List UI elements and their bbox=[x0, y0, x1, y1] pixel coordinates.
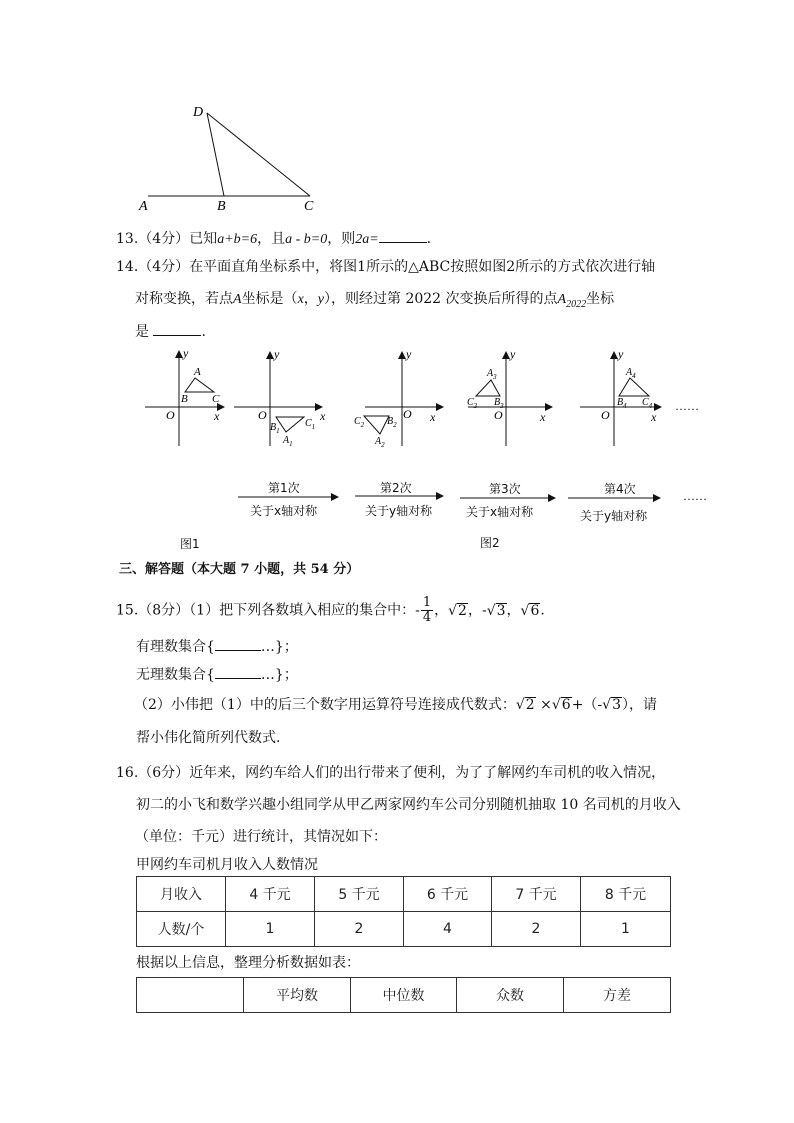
q13-expr3: 2a= bbox=[355, 232, 379, 247]
fraction-one-quarter bbox=[421, 596, 433, 625]
question-14-line2 bbox=[135, 290, 614, 314]
q14-comma: ， bbox=[303, 291, 318, 307]
fig22-c: $C_2$ bbox=[354, 416, 365, 429]
analysis-table bbox=[136, 977, 671, 1013]
fig24-y-label: y bbox=[618, 347, 624, 361]
fig1-a: A bbox=[194, 366, 201, 378]
q13-number: 13. bbox=[116, 231, 139, 247]
expr-sqrt-2: √2 bbox=[515, 697, 535, 713]
q14-score: （4分） bbox=[138, 259, 190, 275]
caption-fig1: 图1 bbox=[180, 537, 200, 551]
table1-title: 甲网约车司机月收入人数情况 bbox=[136, 857, 318, 873]
irrational-set-label: 无理数集合{ bbox=[136, 667, 215, 683]
q16-number: 16. bbox=[116, 765, 139, 781]
label-b: B bbox=[217, 199, 226, 214]
step4-bottom: 关于y轴对称 bbox=[580, 509, 648, 523]
reflection-figure bbox=[0, 340, 794, 560]
header-cell: 7 千元 bbox=[492, 877, 581, 912]
fig2-step3 bbox=[467, 347, 552, 446]
q15-number: 15. bbox=[116, 602, 139, 619]
fig2-step2 bbox=[354, 347, 443, 449]
fig21-c: $C_1$ bbox=[305, 418, 316, 431]
fig1-origin: O bbox=[166, 408, 175, 422]
q13-end: . bbox=[426, 231, 432, 247]
fig-ellipsis-top: …… bbox=[675, 399, 699, 413]
fig1-b: B bbox=[181, 393, 188, 405]
fig23-y-label: y bbox=[510, 347, 516, 361]
fig22-a: $A_2$ bbox=[375, 436, 385, 449]
neg-sign: - bbox=[481, 602, 487, 619]
fig21-a: $A_1$ bbox=[283, 435, 293, 448]
q16-line1-text: 近年来，网约车给人们的出行带来了便利，为了了解网约车司机的收入情况， bbox=[189, 765, 666, 781]
step3-top: 第3次 bbox=[489, 482, 521, 496]
fig23-x-label: x bbox=[540, 410, 546, 424]
expr-sqrt-6: √6 bbox=[551, 697, 571, 713]
q13-score: （4分） bbox=[138, 231, 190, 247]
fig23-c: $C_3$ bbox=[467, 397, 478, 410]
q14-line3-text: 是 bbox=[135, 324, 149, 340]
header-cell: 平均数 bbox=[244, 978, 351, 1013]
fig24-x-label: x bbox=[651, 410, 657, 424]
header-cell: 众数 bbox=[457, 978, 564, 1013]
row-cell: 1 bbox=[581, 912, 671, 947]
label-c: C bbox=[304, 199, 314, 214]
q13-expr1: a+b=6 bbox=[217, 232, 258, 247]
row-cell: 4 bbox=[404, 912, 492, 947]
fig1-x-label: x bbox=[214, 409, 220, 423]
q14-x: x bbox=[297, 292, 304, 307]
sqrt6-radicand: 6 bbox=[530, 602, 540, 619]
fig2-step1 bbox=[234, 347, 326, 448]
step2-bottom: 关于y轴对称 bbox=[365, 504, 433, 518]
step1-bottom: 关于x轴对称 bbox=[250, 504, 318, 518]
expr-radicand-b: 6 bbox=[561, 697, 571, 713]
close-paren: ） bbox=[622, 697, 630, 713]
question-16-line2: 初二的小飞和数学兴趣小组同学从甲乙两家网约车公司分别随机抽取 10 名司机的月收入 bbox=[136, 797, 681, 813]
irrational-set bbox=[136, 665, 298, 684]
section3-heading: 三、解答题（本大题 7 小题，共 54 分） bbox=[119, 562, 360, 577]
income-table bbox=[136, 876, 671, 947]
fig24-a: $A_4$ bbox=[626, 367, 636, 380]
q13-answer-blank[interactable] bbox=[379, 229, 427, 243]
caption-fig2: 图2 bbox=[480, 536, 500, 550]
q14-subscript: 2022 bbox=[566, 298, 587, 310]
sqrt-3: √3 bbox=[486, 602, 506, 619]
q15-score: （8分） bbox=[138, 602, 190, 619]
fig1-c: C bbox=[212, 393, 220, 405]
header-cell: 8 千元 bbox=[581, 877, 671, 912]
q14-line2-a: 对称变换，若点 bbox=[135, 291, 233, 307]
irrational-set-blank[interactable] bbox=[215, 665, 261, 679]
rational-set-blank[interactable] bbox=[215, 637, 261, 651]
question-15-line1: 15.（8分）（1）把下列各数填入相应的集合中：- $\frac{1}{4}$ ，√2，-√3，√6. bbox=[116, 595, 545, 625]
header-cell: 中位数 bbox=[351, 978, 457, 1013]
fig23-origin: O bbox=[494, 408, 503, 422]
header-cell: 6 千元 bbox=[404, 877, 492, 912]
question-15-part2 bbox=[134, 696, 657, 714]
fig23-b: $B_3$ bbox=[494, 397, 504, 410]
header-cell: 方差 bbox=[564, 978, 671, 1013]
question-15-part2-line2: 帮小伟化简所列代数式. bbox=[136, 730, 281, 746]
sqrt-6: √6 bbox=[520, 602, 540, 619]
question-16-line3: （单位：千元）进行统计，其情况如下： bbox=[135, 829, 387, 845]
q16-score: （6分） bbox=[138, 765, 190, 781]
q15-frac-sign: - bbox=[415, 602, 420, 619]
q15-part2-text: （2）小伟把（1）中的后三个数字用运算符号连接成代数式： bbox=[134, 697, 516, 713]
triangle-dbc-figure bbox=[130, 95, 330, 215]
header-cell: 5 千元 bbox=[315, 877, 404, 912]
fig22-y-label: y bbox=[406, 347, 412, 361]
header-cell bbox=[137, 978, 244, 1013]
question-13 bbox=[116, 229, 431, 249]
q14-end: . bbox=[201, 324, 206, 340]
times-sign: × bbox=[540, 697, 552, 713]
q14-point-a: A bbox=[233, 292, 242, 307]
q14-number: 14. bbox=[116, 259, 139, 275]
frac-denominator: 4 bbox=[422, 610, 432, 625]
q13-text-then: ，则 bbox=[327, 231, 356, 247]
sqrt3-radicand: 3 bbox=[496, 602, 506, 619]
fig22-b: $B_2$ bbox=[387, 416, 397, 429]
q15-part1-text: （1）把下列各数填入相应的集合中： bbox=[189, 602, 416, 619]
label-a: A bbox=[139, 199, 148, 214]
sqrt2-radicand: 2 bbox=[458, 602, 467, 619]
fig22-origin: O bbox=[403, 407, 412, 421]
question-14-line3 bbox=[135, 322, 206, 341]
step1-top: 第1次 bbox=[268, 481, 300, 495]
rational-set bbox=[136, 637, 298, 656]
fig24-c: $C_4$ bbox=[642, 397, 653, 410]
fig1-axes bbox=[145, 346, 224, 446]
analysis-text: 根据以上信息，整理分析数据如表： bbox=[136, 955, 360, 971]
fig22-x-label: x bbox=[430, 410, 436, 424]
expr-radicand-c: 3 bbox=[612, 697, 622, 713]
analysis-table-header bbox=[137, 978, 671, 1013]
step3-bottom: 关于x轴对称 bbox=[466, 505, 534, 519]
question-14-line1 bbox=[116, 258, 655, 276]
q14-line2-c: ），则经过第 2022 次变换后所得的点 bbox=[324, 291, 558, 307]
q14-line2-b: 坐标是（ bbox=[241, 291, 298, 307]
income-table-header bbox=[137, 877, 671, 912]
plus-neg: +（- bbox=[571, 697, 603, 713]
step4-top: 第4次 bbox=[604, 482, 636, 496]
fig21-origin: O bbox=[258, 408, 267, 422]
fig21-x-label: x bbox=[320, 409, 326, 423]
expr-sqrt-3: √3 bbox=[602, 697, 622, 713]
label-d: D bbox=[193, 105, 204, 120]
fig24-b: $B_4$ bbox=[617, 397, 627, 410]
expr-radicand-a: 2 bbox=[525, 697, 535, 713]
header-cell: 4 千元 bbox=[226, 877, 315, 912]
q14-point-a2022: A bbox=[557, 292, 567, 307]
q13-expr2: a - b=0 bbox=[285, 232, 328, 247]
fig2-step4 bbox=[580, 347, 661, 446]
fig23-a: $A_3$ bbox=[487, 368, 497, 381]
rational-set-label: 有理数集合{ bbox=[136, 639, 215, 655]
q13-text: 已知 bbox=[189, 231, 218, 247]
q14-answer-blank[interactable] bbox=[153, 322, 201, 336]
fig24-origin: O bbox=[601, 408, 610, 422]
q14-line1-text: 在平面直角坐标系中，将图1所示的△ABC按照如图2所示的方式依次进行轴 bbox=[189, 259, 656, 275]
rational-set-end: …}； bbox=[260, 639, 298, 655]
row-cell: 2 bbox=[492, 912, 581, 947]
row-cell: 人数/个 bbox=[137, 912, 226, 947]
income-table-row bbox=[137, 912, 671, 947]
fig1-y-label: y bbox=[183, 346, 189, 360]
irrational-set-end: …}； bbox=[260, 667, 298, 683]
fig-ellipsis-steps: …… bbox=[683, 489, 707, 503]
step2-top: 第2次 bbox=[380, 481, 412, 495]
frac-numerator: 1 bbox=[422, 595, 432, 610]
fig21-b: $B_1$ bbox=[270, 422, 280, 435]
fig21-y-label: y bbox=[274, 347, 280, 361]
q15-part2-after: ，请 bbox=[629, 697, 658, 713]
q13-text-mid: ，且 bbox=[257, 231, 286, 247]
row-cell: 1 bbox=[226, 912, 315, 947]
sqrt-2: √2 bbox=[448, 602, 467, 619]
header-cell: 月收入 bbox=[137, 877, 226, 912]
row-cell: 2 bbox=[315, 912, 404, 947]
q14-y: y bbox=[317, 292, 324, 307]
question-16-line1 bbox=[116, 764, 665, 782]
q14-line2-d: 坐标 bbox=[586, 291, 615, 307]
